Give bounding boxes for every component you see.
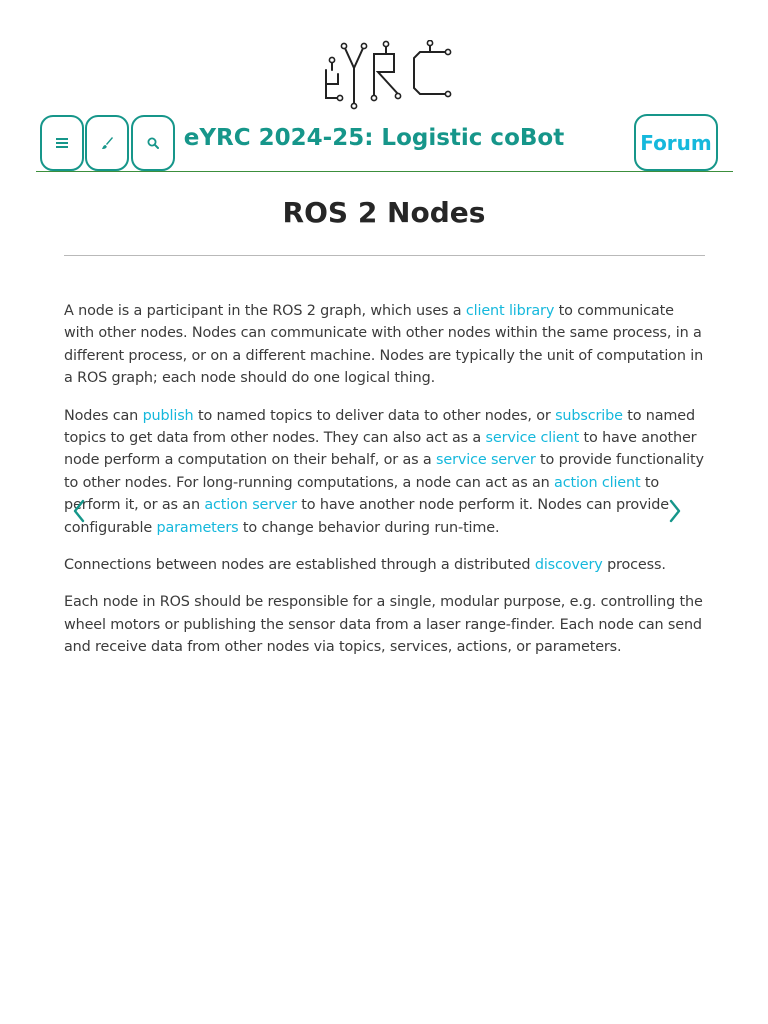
paragraph-2	[64, 405, 704, 539]
action-client-link[interactable]: action client	[554, 474, 641, 491]
text: to change behavior during run-time.	[238, 519, 500, 536]
text: to perform it, or as an	[64, 474, 660, 514]
page-title: ROS 2 Nodes	[282, 196, 486, 229]
text: to provide functionality to other nodes. For long-running computations, a node can act as an	[64, 452, 704, 491]
previous-page-button[interactable]	[67, 498, 91, 528]
paragraph-3	[64, 554, 704, 576]
eyrc-logo-graphic	[318, 40, 458, 112]
text: to have another node perform a computation on their behalf, or as a	[64, 430, 697, 469]
next-page-button[interactable]	[663, 498, 687, 528]
menu-button[interactable]	[40, 115, 84, 171]
text: Connections between nodes are established through a distributed	[64, 557, 535, 574]
title-divider	[64, 255, 705, 256]
service-server-link[interactable]: service server	[436, 452, 536, 469]
text: Nodes can	[64, 407, 143, 424]
paragraph-4	[64, 591, 704, 658]
discovery-link[interactable]: discovery	[534, 557, 603, 574]
text: to communicate with other nodes. Nodes can communicate with other nodes within the same process, in a different process, or on a different machine. Nodes are typically the unit of computation in a ROS graph; each node should do one logical thing.	[64, 303, 704, 387]
search-button[interactable]	[131, 115, 175, 171]
publish-link[interactable]: publish	[142, 407, 194, 424]
search-icon	[147, 137, 159, 149]
theme-button[interactable]	[85, 115, 129, 171]
chevron-left-icon	[72, 499, 86, 527]
header-divider	[36, 171, 733, 172]
action-server-link[interactable]: action server	[204, 497, 297, 514]
parameters-link[interactable]: parameters	[156, 519, 239, 536]
client-library-link[interactable]: client library	[465, 303, 555, 319]
site-title[interactable]: eYRC 2024-25: Logistic coBot	[183, 125, 565, 151]
text: Each node in ROS should be responsible for a single, modular purpose, e.g. controlling the wheel motors or publishing the sensor data from a laser range-finder. Each node can send and receive data from other nodes via topics, services, actions, or parameters.	[64, 594, 703, 656]
text: to named topics to deliver data to other nodes, or	[193, 407, 556, 424]
paragraph-1	[64, 300, 704, 390]
text: process.	[602, 557, 666, 574]
article-content	[64, 300, 704, 674]
paintbrush-icon	[101, 137, 114, 150]
bars-icon	[56, 138, 68, 148]
forum-button[interactable]: Forum	[634, 114, 718, 171]
eyrc-logo[interactable]	[318, 40, 458, 112]
text: to have another node perform it. Nodes can provide configurable	[64, 497, 669, 536]
subscribe-link[interactable]: subscribe	[555, 407, 623, 424]
text: A node is a participant in the ROS 2 graph, which uses a	[64, 303, 466, 319]
chevron-right-icon	[668, 499, 682, 527]
service-client-link[interactable]: service client	[485, 430, 580, 447]
text: to named topics to get data from other nodes. They can also act as a	[64, 407, 695, 447]
